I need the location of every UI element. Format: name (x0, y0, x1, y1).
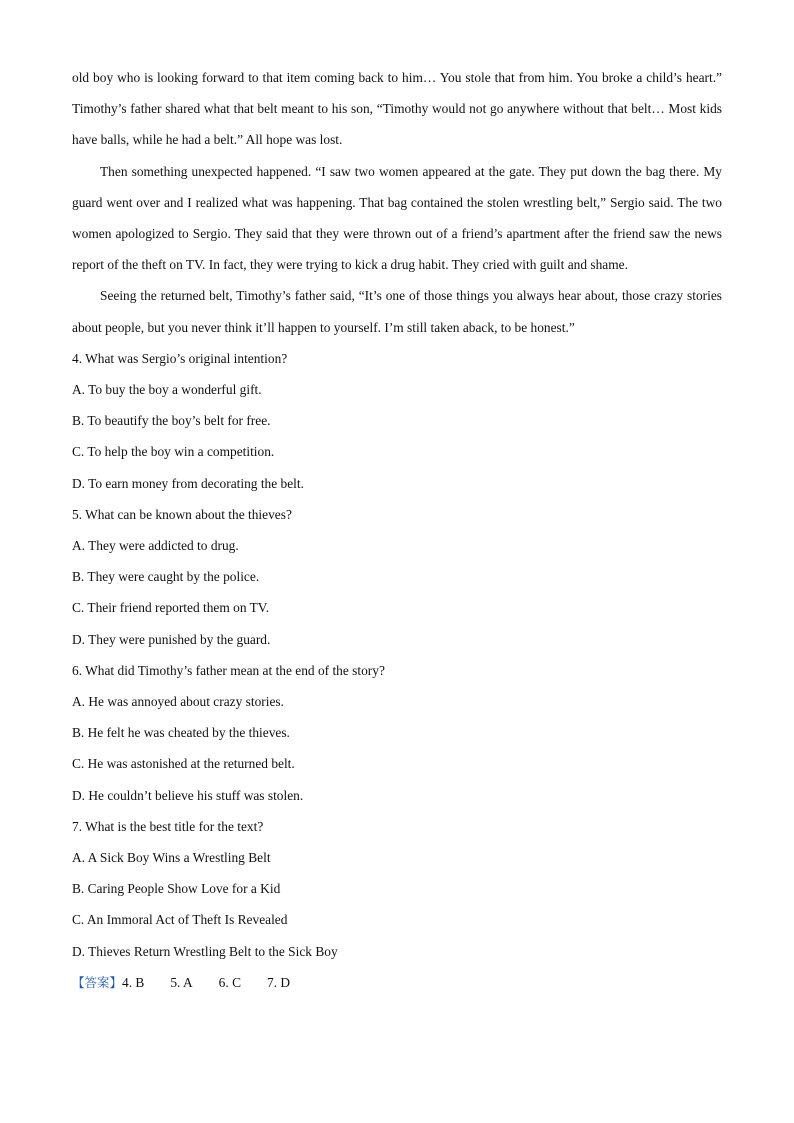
option-c: C. Their friend reported them on TV. (72, 600, 270, 616)
answer-item-4: 4. B (122, 974, 145, 990)
answer-item-6: 6. C (218, 974, 241, 990)
answer-label: 【答案】 (72, 974, 123, 990)
document-page (72, 62, 722, 998)
question-stem: 7. What is the best title for the text? (72, 818, 264, 834)
option-a: A. A Sick Boy Wins a Wrestling Belt (72, 850, 271, 866)
question-stem: 5. What can be known about the thieves? (72, 506, 292, 522)
question-4 (72, 343, 722, 499)
passage-paragraph-1: old boy who is looking forward to that item coming back to him… You stole that from him. You broke a child’s heart.” Timothy’s father shared what that belt meant to his son, “Timothy would not go anywhere without that belt… Most kids have balls, while he had a belt.” All hope was lost. (72, 70, 722, 148)
option-d: D. He couldn’t believe his stuff was stolen. (72, 787, 304, 803)
answer-item-5: 5. A (170, 974, 193, 990)
option-b: B. Caring People Show Love for a Kid (72, 881, 281, 897)
option-c: C. An Immoral Act of Theft Is Revealed (72, 912, 288, 928)
option-a: A. They were addicted to drug. (72, 538, 239, 554)
answer-line (72, 967, 722, 998)
option-b: B. He felt he was cheated by the thieves. (72, 725, 290, 741)
passage-paragraph-2: Then something unexpected happened. “I saw two women appeared at the gate. They put down the bag there. My guard went over and I realized what was happening. That bag contained the stolen wrestling belt,” Sergio said. The two women apologized to Sergio. They said that they were thrown out of a friend’s apartment after the friend saw the news report of the theft on TV. In fact, they were trying to kick a drug habit. They cried with guilt and shame. (72, 163, 722, 273)
option-c: C. He was astonished at the returned belt. (72, 756, 295, 772)
option-a: A. To buy the boy a wonderful gift. (72, 382, 262, 398)
question-5 (72, 499, 722, 655)
option-c: C. To help the boy win a competition. (72, 444, 275, 460)
question-6 (72, 655, 722, 811)
option-d: D. To earn money from decorating the belt. (72, 475, 304, 491)
passage-paragraph-3: Seeing the returned belt, Timothy’s father said, “It’s one of those things you always hear about, those crazy stories about people, but you never think it’ll happen to yourself. I’m still taken aback, to be honest.” (72, 288, 722, 335)
option-a: A. He was annoyed about crazy stories. (72, 694, 284, 710)
option-b: B. To beautify the boy’s belt for free. (72, 413, 271, 429)
answer-item-7: 7. D (267, 974, 291, 990)
question-7 (72, 811, 722, 967)
option-b: B. They were caught by the police. (72, 569, 260, 585)
option-d: D. Thieves Return Wrestling Belt to the Sick Boy (72, 943, 338, 959)
option-d: D. They were punished by the guard. (72, 631, 271, 647)
question-stem: 6. What did Timothy’s father mean at the end of the story? (72, 662, 385, 678)
question-stem: 4. What was Sergio’s original intention? (72, 350, 288, 366)
